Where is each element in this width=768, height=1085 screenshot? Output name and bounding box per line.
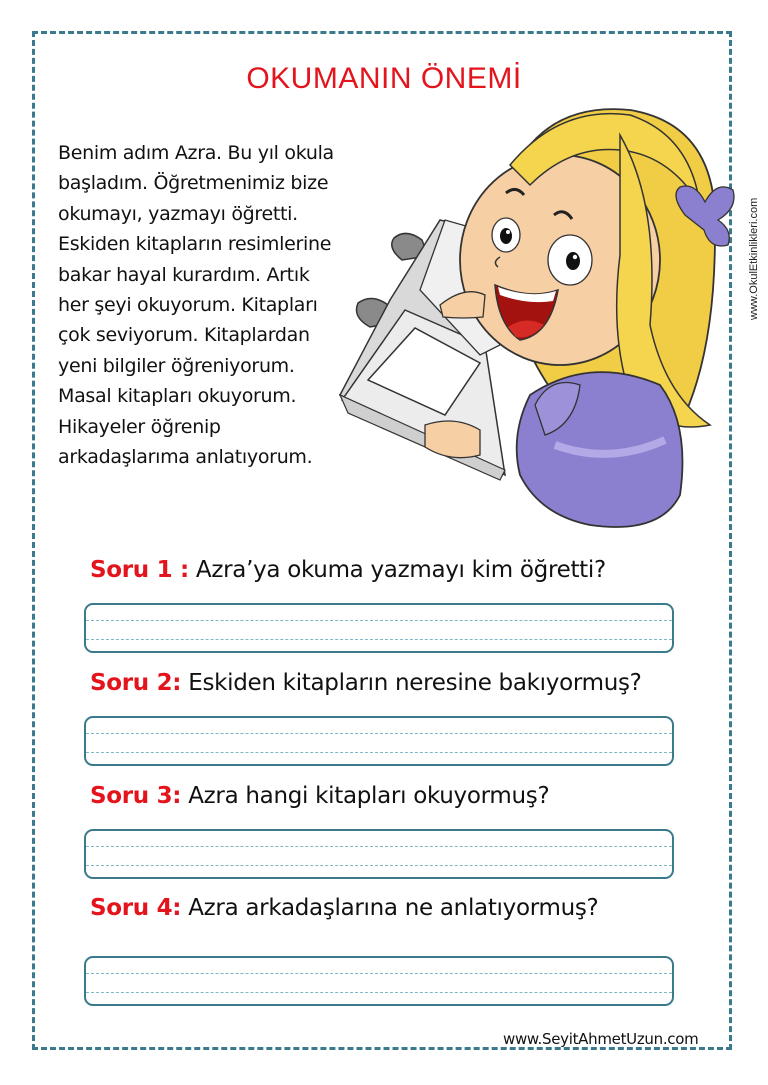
- question-3-label: Soru 3:: [90, 783, 182, 809]
- writing-guideline: [86, 865, 672, 866]
- girl-with-book-icon: [330, 95, 740, 535]
- question-1-text: Azra’ya okuma yazmayı kim öğretti?: [188, 557, 606, 583]
- footer-website-link: www.SeyitAhmetUzun.com: [503, 1030, 699, 1048]
- side-website-link: www.OkulEtkinlikleri.com: [748, 197, 760, 320]
- question-1-label: Soru 1 :: [90, 557, 189, 583]
- writing-guideline: [86, 752, 672, 753]
- writing-guideline: [86, 992, 672, 993]
- writing-guideline: [86, 620, 672, 621]
- question-4-label: Soru 4:: [90, 895, 182, 921]
- passage-line: yeni bilgiler öğreniyorum.: [58, 354, 295, 377]
- answer-box-2[interactable]: [84, 716, 674, 766]
- reading-passage: [58, 138, 368, 472]
- passage-line: okumayı, yazmayı öğretti.: [58, 202, 298, 225]
- writing-guideline: [86, 733, 672, 734]
- question-2-label: Soru 2:: [90, 670, 182, 696]
- passage-line: Benim adım Azra. Bu yıl okula: [58, 142, 334, 164]
- answer-box-4[interactable]: [84, 956, 674, 1006]
- passage-line: Eskiden kitapların resimlerine: [58, 233, 332, 256]
- passage-line: Hikayeler öğrenip: [58, 415, 221, 438]
- question-3: [90, 783, 549, 809]
- passage-line: çok seviyorum. Kitaplardan: [58, 324, 310, 347]
- question-2: [90, 670, 642, 696]
- worksheet-title: OKUMANIN ÖNEMİ: [246, 62, 522, 95]
- passage-line: Masal kitapları okuyorum.: [58, 385, 297, 408]
- answer-box-3[interactable]: [84, 829, 674, 879]
- question-3-text: Azra hangi kitapları okuyormuş?: [181, 783, 550, 809]
- passage-line: arkadaşlarıma anlatıyorum.: [58, 445, 313, 468]
- girl-reading-illustration: [330, 95, 740, 535]
- answer-box-1[interactable]: [84, 603, 674, 653]
- writing-guideline: [86, 973, 672, 974]
- passage-line: bakar hayal kurardım. Artık: [58, 263, 310, 286]
- question-2-text: Eskiden kitapların neresine bakıyormuş?: [181, 670, 642, 696]
- writing-guideline: [86, 846, 672, 847]
- question-1: [90, 557, 606, 583]
- question-4: [90, 895, 598, 921]
- writing-guideline: [86, 639, 672, 640]
- passage-line: her şeyi okuyorum. Kitapları: [58, 293, 318, 316]
- passage-line: başladım. Öğretmenimiz bize: [58, 172, 329, 195]
- question-4-text: Azra arkadaşlarına ne anlatıyormuş?: [181, 895, 599, 921]
